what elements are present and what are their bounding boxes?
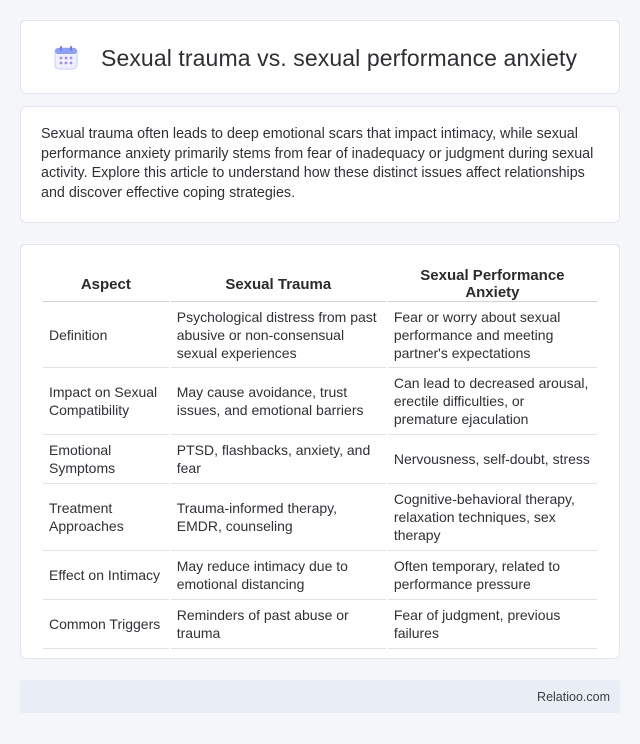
footer-bar xyxy=(20,680,620,713)
table-cell: May reduce intimacy due to emotional distancing xyxy=(171,551,386,600)
table-cell: Psychological distress from past abusive or non-consensual sexual experiences xyxy=(171,302,386,368)
table-cell: Cognitive-behavioral therapy, relaxation techniques, sex therapy xyxy=(388,484,597,551)
table-cell-aspect: Effect on Intimacy xyxy=(43,551,169,600)
header-performance-anxiety: Sexual Performance Anxiety xyxy=(388,267,597,302)
table-cell: Often temporary, related to performance pressure xyxy=(388,551,597,600)
table-row xyxy=(43,551,597,600)
page-title: Sexual trauma vs. sexual performance anxiety xyxy=(101,44,578,71)
title-card xyxy=(20,20,620,94)
table-header-row xyxy=(43,267,597,302)
table-row xyxy=(43,368,597,435)
intro-paragraph: Sexual trauma often leads to deep emotional scars that impact intimacy, while sexual performance anxiety primarily stems from fear of inadequacy or judgment during sexual activity. Explore this article to understand how these distinct issues affect relationships and discover effective coping strategies. xyxy=(41,126,594,201)
comparison-table-card xyxy=(20,244,620,659)
table-cell: Trauma-informed therapy, EMDR, counseling xyxy=(171,484,386,551)
table-cell-aspect: Treatment Approaches xyxy=(43,484,169,551)
header-aspect: Aspect xyxy=(43,267,169,302)
intro-card xyxy=(20,106,620,223)
table-row xyxy=(43,302,597,368)
table-cell-aspect: Emotional Symptoms xyxy=(43,435,169,484)
table-cell-aspect: Definition xyxy=(43,302,169,368)
table-cell-aspect: Common Triggers xyxy=(43,600,169,649)
table-row xyxy=(43,435,597,484)
comparison-table xyxy=(41,267,599,649)
table-cell: Fear or worry about sexual performance and meeting partner's expectations xyxy=(388,302,597,368)
table-cell: Fear of judgment, previous failures xyxy=(388,600,597,649)
table-row xyxy=(43,600,597,649)
table-row xyxy=(43,484,597,551)
table-cell: May cause avoidance, trust issues, and emotional barriers xyxy=(171,368,386,435)
table-cell: Nervousness, self-doubt, stress xyxy=(388,435,597,484)
table-cell-aspect: Impact on Sexual Compatibility xyxy=(43,368,169,435)
table-cell: Can lead to decreased arousal, erectile difficulties, or premature ejaculation xyxy=(388,368,597,435)
footer-site-link[interactable]: Relatioo.com xyxy=(537,689,610,704)
calendar-icon xyxy=(53,45,79,71)
header-sexual-trauma: Sexual Trauma xyxy=(171,267,386,302)
table-cell: PTSD, flashbacks, anxiety, and fear xyxy=(171,435,386,484)
table-cell: Reminders of past abuse or trauma xyxy=(171,600,386,649)
